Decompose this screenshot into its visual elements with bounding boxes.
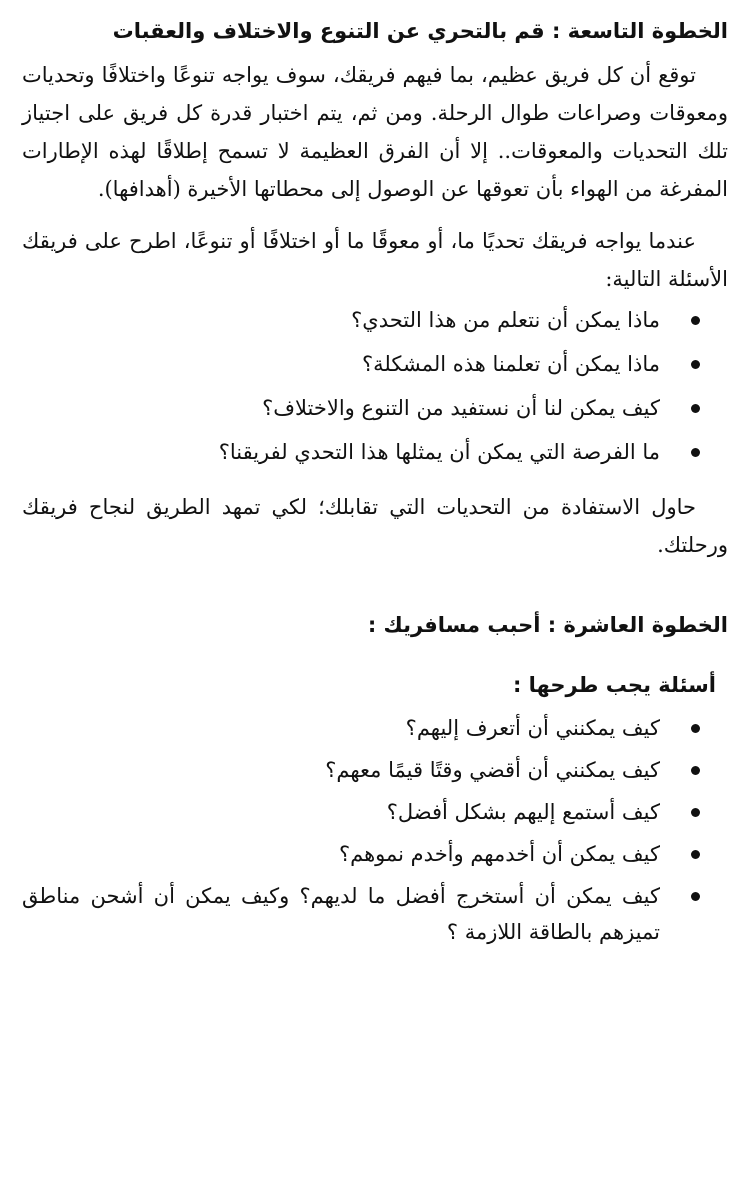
question-text: كيف يمكنني أن أتعرف إليهم؟ <box>405 716 660 740</box>
step10-heading: الخطوة العاشرة : أحبب مسافريك : <box>367 613 728 637</box>
bullet-icon <box>691 360 700 369</box>
list-item <box>22 390 700 426</box>
bullet-icon <box>691 808 700 817</box>
question-text: كيف يمكن لنا أن نستفيد من التنوع والاختلاف؟ <box>262 396 660 420</box>
step9-question-list <box>22 302 728 470</box>
list-item <box>22 794 700 830</box>
bullet-icon <box>691 850 700 859</box>
step9-paragraph-3: حاول الاستفادة من التحديات التي تقابلك؛ لكي تمهد الطريق لنجاح فريقك ورحلتك. <box>22 495 728 557</box>
bullet-icon <box>691 724 700 733</box>
question-text: ماذا يمكن أن نتعلم من هذا التحدي؟ <box>351 308 660 332</box>
question-text: كيف يمكن أن أستخرج أفضل ما لديهم؟ وكيف يمكن أن أشحن مناطق تميزهم بالطاقة اللازمة ؟ <box>22 884 660 944</box>
list-item <box>22 434 700 470</box>
list-item <box>22 752 700 788</box>
list-item <box>22 710 700 746</box>
list-item <box>22 836 700 872</box>
bullet-icon <box>691 404 700 413</box>
list-item <box>22 302 700 338</box>
step9-heading: الخطوة التاسعة : قم بالتحري عن التنوع والاختلاف والعقبات <box>112 19 728 43</box>
list-item <box>22 346 700 382</box>
question-text: كيف يمكنني أن أقضي وقتًا قيمًا معهم؟ <box>325 758 660 782</box>
question-text: كيف يمكن أن أخدمهم وأخدم نموهم؟ <box>338 842 660 866</box>
question-text: ماذا يمكن أن تعلمنا هذه المشكلة؟ <box>362 352 660 376</box>
bullet-icon <box>691 316 700 325</box>
step10-question-list <box>22 710 728 950</box>
question-text: ما الفرصة التي يمكن أن يمثلها هذا التحدي لفريقنا؟ <box>218 440 660 464</box>
list-item <box>22 878 700 950</box>
bullet-icon <box>691 448 700 457</box>
bullet-icon <box>691 766 700 775</box>
step9-paragraph-1: توقع أن كل فريق عظيم، بما فيهم فريقك، سوف يواجه تنوعًا واختلافًا وتحديات ومعوقات وصراعات طوال الرحلة. ومن ثم، يتم اختبار قدرة كل فريق على اجتياز تلك التحديات والمعوقات.. إلا أن الفرق العظيمة لا تسمح إطلاقًا لهذه الإطارات المفرغة من الهواء بأن تعوقها عن الوصول إلى محطاتها الأخيرة (أهدافها). <box>22 63 728 201</box>
step10-subheading: أسئلة يجب طرحها : <box>512 673 716 697</box>
question-text: كيف أستمع إليهم بشكل أفضل؟ <box>386 800 660 824</box>
bullet-icon <box>691 892 700 901</box>
step9-paragraph-2: عندما يواجه فريقك تحديًا ما، أو معوقًا ما أو اختلافًا أو تنوعًا، اطرح على فريقك الأسئلة التالية: <box>22 229 728 291</box>
